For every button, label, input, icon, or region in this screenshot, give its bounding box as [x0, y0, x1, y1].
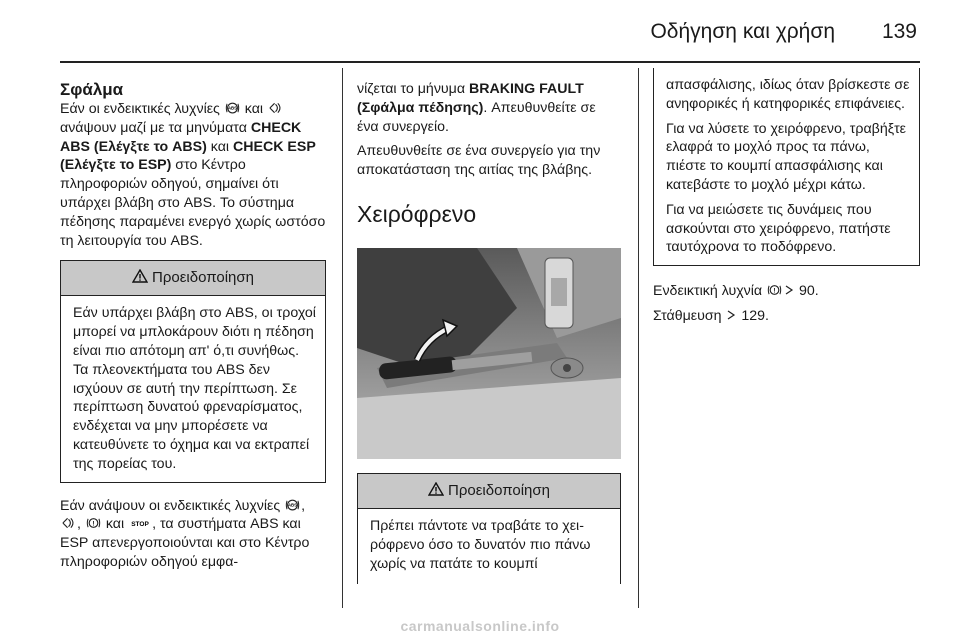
- abs-warning-icon: [285, 498, 300, 512]
- column-3: [653, 68, 920, 332]
- page-number: 139: [881, 20, 917, 43]
- warning-text: απασφάλισης, ιδίως όταν βρίσκεστε σε ανηφορικές ή κατηφορικές επιφάνειες.: [666, 77, 910, 112]
- lamps-paragraph: Εάν ανάψουν οι ενδεικτικές λυχνίες ABS , , ! και STOP , τα συστήματα ABS και ESP απενεργοποιούνται και στο Κέντρο πληροφοριών οδηγού εμφα-: [60, 497, 310, 570]
- column-divider: [638, 68, 639, 608]
- svg-text:ABS: ABS: [227, 105, 237, 111]
- warning-triangle-icon: [428, 482, 444, 496]
- column-2: [357, 80, 621, 584]
- svg-text:!: !: [773, 287, 776, 295]
- warning-text: Εάν υπάρχει βλάβη στο ABS, οι τροχοί μπορεί να μπλοκάρουν διότι η πέδηση είναι πιο απότομη απ' ό,τι συνήθως. Τα πλεονεκτήματα του ABS δεν ισχύουν σε αυτή την περίπτωση. Σε περίπτωση δυνατού φρεναρίσματος, ενδέχεται να μην μπορέσετε να κατευθύνετε το όχημα και να εκτραπεί της πορείας του.: [73, 305, 316, 472]
- warning-header: Προειδοποίηση: [61, 261, 325, 296]
- warning-text: Πρέπει πάντοτε να τραβάτε το χειρόφρενο όσο το δυνατόν πιο πάνω χωρίς να πατάτε το κουμπί: [370, 517, 591, 572]
- parking-reference: Στάθμευση 129.: [653, 307, 769, 324]
- header-rule: [60, 61, 920, 63]
- svg-text:!: !: [92, 520, 95, 528]
- warning-box-continued: [653, 68, 920, 266]
- warning-triangle-icon: [132, 269, 148, 283]
- warning-box-handbrake: [357, 473, 621, 584]
- stop-icon: [129, 516, 151, 530]
- brake-warning-icon: [86, 516, 101, 530]
- section-heading-handbrake: Χειρόφρενο: [357, 200, 477, 227]
- warning-header: Προειδοποίηση: [358, 474, 620, 509]
- column-divider: [342, 68, 343, 608]
- svg-text:STOP: STOP: [131, 521, 149, 529]
- column-1: [60, 80, 326, 578]
- brake-warning-icon: [767, 283, 782, 297]
- page-reference-icon: [784, 283, 794, 297]
- page-header-title: Οδήγηση και χρήση: [650, 20, 835, 43]
- workshop-paragraph: Απευθυνθείτε σε ένα συνεργείο για την αποκατάσταση της αιτίας της βλάβης.: [357, 143, 601, 179]
- watermark: carmanualsonline.info: [400, 618, 560, 634]
- braking-fault-paragraph: νίζεται το μήνυμα BRAKING FAULT (Σφάλμα πέδησης). Απευθυνθείτε σε ένα συνεργείο.: [357, 81, 596, 135]
- fault-paragraph: Εάν οι ενδεικτικές λυχνίες ABS και ανάψουν μαζί με τα μηνύματα CHECK ABS (Ελέγξτε το ABS) και CHECK ESP (Ελέγξτε το ESP) στο Κέντρο πληροφοριών οδηγού, σημαίνει ότι υπάρχει βλάβη στο ABS. Το σύστημα πέδησης παραμένει ενεργό χωρίς ωστόσο τη λειτουργία του ABS.: [60, 101, 326, 249]
- brake-system-icon: [61, 516, 76, 530]
- warning-box-abs: [60, 260, 326, 482]
- abs-warning-icon: [225, 101, 240, 115]
- warning-text: Για να λύσετε το χειρόφρενο, τραβήξτε ελαφρά το μοχλό προς τα πάνω, πιέστε το κουμπί απασφάλισης και κατεβάστε το μοχλό μέχρι κάτω.: [666, 120, 906, 193]
- svg-text:ABS: ABS: [288, 502, 298, 508]
- brake-system-icon: [268, 101, 283, 115]
- indicator-reference: Ενδεικτική λυχνία ! 90.: [653, 283, 819, 300]
- handbrake-image: [357, 248, 621, 459]
- section-heading-fault: Σφάλμα: [60, 80, 124, 99]
- page-reference-icon: [726, 308, 736, 322]
- warning-text: Για να μειώσετε τις δυνάμεις που ασκούνται στο χειρόφρενο, πατήστε ταυτόχρονα το ποδόφρενο.: [666, 201, 891, 256]
